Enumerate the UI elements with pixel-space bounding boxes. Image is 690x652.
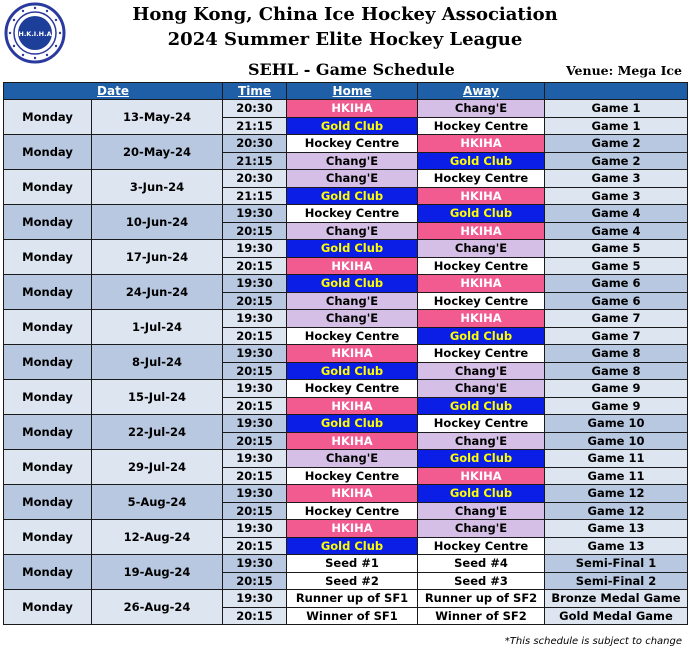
venue-label: Venue: Mega Ice	[566, 63, 682, 78]
away-team-cell: Hockey Centre	[418, 117, 545, 135]
game-label-cell: Game 12	[545, 485, 688, 503]
date-cell: 5-Aug-24	[92, 485, 223, 520]
away-team-cell: Gold Club	[418, 205, 545, 223]
away-team-cell: Seed #4	[418, 555, 545, 573]
home-team-cell: Chang'E	[287, 170, 418, 188]
day-cell: Monday	[4, 415, 92, 450]
day-cell: Monday	[4, 240, 92, 275]
time-cell: 19:30	[223, 415, 287, 433]
time-cell: 19:30	[223, 240, 287, 258]
game-label-cell: Game 9	[545, 380, 688, 398]
game-label-cell: Game 13	[545, 520, 688, 538]
day-cell: Monday	[4, 520, 92, 555]
time-cell: 21:15	[223, 187, 287, 205]
game-label-cell: Game 2	[545, 152, 688, 170]
league-title: 2024 Summer Elite Hockey League	[167, 29, 523, 50]
day-cell: Monday	[4, 450, 92, 485]
day-cell: Monday	[4, 555, 92, 590]
home-team-cell: HKIHA	[287, 520, 418, 538]
away-team-cell: Chang'E	[418, 380, 545, 398]
table-row	[4, 345, 688, 363]
time-cell: 19:30	[223, 275, 287, 293]
away-team-cell: Hockey Centre	[418, 257, 545, 275]
day-cell: Monday	[4, 485, 92, 520]
table-row	[4, 240, 688, 258]
time-cell: 20:15	[223, 397, 287, 415]
time-cell: 20:15	[223, 362, 287, 380]
time-cell: 20:15	[223, 222, 287, 240]
home-team-cell: HKIHA	[287, 432, 418, 450]
game-label-cell: Game 1	[545, 117, 688, 135]
home-team-cell: Hockey Centre	[287, 327, 418, 345]
col-header-time: Time	[223, 83, 287, 100]
game-label-cell: Game 4	[545, 205, 688, 223]
game-label-cell: Semi-Final 1	[545, 555, 688, 573]
game-label-cell: Game 9	[545, 397, 688, 415]
game-label-cell: Game 8	[545, 345, 688, 363]
day-cell: Monday	[4, 345, 92, 380]
col-header-away: Away	[418, 83, 545, 100]
time-cell: 21:15	[223, 117, 287, 135]
away-team-cell: HKIHA	[418, 467, 545, 485]
away-team-cell: Chang'E	[418, 502, 545, 520]
time-cell: 19:30	[223, 450, 287, 468]
game-label-cell: Game 6	[545, 292, 688, 310]
time-cell: 21:15	[223, 152, 287, 170]
away-team-cell: Hockey Centre	[418, 537, 545, 555]
home-team-cell: HKIHA	[287, 100, 418, 118]
away-team-cell: Chang'E	[418, 432, 545, 450]
game-label-cell: Game 6	[545, 275, 688, 293]
date-cell: 20-May-24	[92, 135, 223, 170]
game-label-cell: Game 12	[545, 502, 688, 520]
day-cell: Monday	[4, 590, 92, 625]
game-label-cell: Semi-Final 2	[545, 572, 688, 590]
time-cell: 20:30	[223, 170, 287, 188]
game-label-cell: Game 5	[545, 257, 688, 275]
table-row	[4, 380, 688, 398]
table-row	[4, 170, 688, 188]
home-team-cell: Gold Club	[287, 362, 418, 380]
time-cell: 19:30	[223, 345, 287, 363]
home-team-cell: Seed #1	[287, 555, 418, 573]
home-team-cell: Hockey Centre	[287, 502, 418, 520]
game-label-cell: Game 10	[545, 415, 688, 433]
date-cell: 12-Aug-24	[92, 520, 223, 555]
game-label-cell: Game 7	[545, 327, 688, 345]
away-team-cell: Gold Club	[418, 450, 545, 468]
home-team-cell: Winner of SF1	[287, 607, 418, 625]
footnote: *This schedule is subject to change	[504, 636, 682, 647]
game-label-cell: Game 7	[545, 310, 688, 328]
table-row	[4, 275, 688, 293]
home-team-cell: Chang'E	[287, 222, 418, 240]
table-row	[4, 450, 688, 468]
col-header-date: Date	[4, 83, 223, 100]
date-cell: 3-Jun-24	[92, 170, 223, 205]
away-team-cell: HKIHA	[418, 135, 545, 153]
home-team-cell: HKIHA	[287, 397, 418, 415]
game-label-cell: Game 3	[545, 170, 688, 188]
away-team-cell: Gold Club	[418, 152, 545, 170]
day-cell: Monday	[4, 380, 92, 415]
time-cell: 19:30	[223, 485, 287, 503]
game-label-cell: Game 4	[545, 222, 688, 240]
time-cell: 20:15	[223, 607, 287, 625]
home-team-cell: Gold Club	[287, 537, 418, 555]
away-team-cell: Gold Club	[418, 327, 545, 345]
date-cell: 26-Aug-24	[92, 590, 223, 625]
date-cell: 17-Jun-24	[92, 240, 223, 275]
game-label-cell: Gold Medal Game	[545, 607, 688, 625]
table-row	[4, 555, 688, 573]
home-team-cell: Runner up of SF1	[287, 590, 418, 608]
home-team-cell: HKIHA	[287, 345, 418, 363]
time-cell: 20:15	[223, 572, 287, 590]
date-cell: 13-May-24	[92, 100, 223, 135]
game-label-cell: Game 2	[545, 135, 688, 153]
date-cell: 1-Jul-24	[92, 310, 223, 345]
away-team-cell: Chang'E	[418, 240, 545, 258]
away-team-cell: HKIHA	[418, 222, 545, 240]
time-cell: 20:15	[223, 537, 287, 555]
away-team-cell: Chang'E	[418, 100, 545, 118]
away-team-cell: Runner up of SF2	[418, 590, 545, 608]
time-cell: 19:30	[223, 590, 287, 608]
day-cell: Monday	[4, 275, 92, 310]
page-title: Hong Kong, China Ice Hockey Association	[132, 4, 558, 25]
home-team-cell: Chang'E	[287, 310, 418, 328]
home-team-cell: Gold Club	[287, 240, 418, 258]
time-cell: 19:30	[223, 555, 287, 573]
date-cell: 24-Jun-24	[92, 275, 223, 310]
col-header-home: Home	[287, 83, 418, 100]
away-team-cell: Winner of SF2	[418, 607, 545, 625]
date-cell: 19-Aug-24	[92, 555, 223, 590]
home-team-cell: Seed #2	[287, 572, 418, 590]
home-team-cell: HKIHA	[287, 485, 418, 503]
game-label-cell: Game 13	[545, 537, 688, 555]
away-team-cell: Hockey Centre	[418, 345, 545, 363]
schedule-table	[3, 82, 688, 625]
table-header-row	[4, 83, 688, 100]
home-team-cell: Gold Club	[287, 415, 418, 433]
col-header-game	[545, 83, 688, 100]
home-team-cell: HKIHA	[287, 257, 418, 275]
game-label-cell: Bronze Medal Game	[545, 590, 688, 608]
game-label-cell: Game 8	[545, 362, 688, 380]
time-cell: 20:15	[223, 432, 287, 450]
game-label-cell: Game 11	[545, 450, 688, 468]
logo-text: H.K.I.H.A	[18, 30, 52, 38]
table-row	[4, 135, 688, 153]
day-cell: Monday	[4, 205, 92, 240]
home-team-cell: Chang'E	[287, 152, 418, 170]
game-label-cell: Game 1	[545, 100, 688, 118]
game-label-cell: Game 5	[545, 240, 688, 258]
time-cell: 20:15	[223, 327, 287, 345]
time-cell: 20:15	[223, 257, 287, 275]
home-team-cell: Gold Club	[287, 117, 418, 135]
date-cell: 29-Jul-24	[92, 450, 223, 485]
table-row	[4, 205, 688, 223]
game-label-cell: Game 3	[545, 187, 688, 205]
time-cell: 19:30	[223, 380, 287, 398]
game-label-cell: Game 10	[545, 432, 688, 450]
away-team-cell: HKIHA	[418, 275, 545, 293]
away-team-cell: Seed #3	[418, 572, 545, 590]
date-cell: 10-Jun-24	[92, 205, 223, 240]
home-team-cell: Chang'E	[287, 450, 418, 468]
time-cell: 20:30	[223, 135, 287, 153]
table-row	[4, 310, 688, 328]
table-row	[4, 485, 688, 503]
away-team-cell: Gold Club	[418, 397, 545, 415]
away-team-cell: Chang'E	[418, 362, 545, 380]
away-team-cell: Gold Club	[418, 485, 545, 503]
time-cell: 19:30	[223, 310, 287, 328]
game-label-cell: Game 11	[545, 467, 688, 485]
home-team-cell: Hockey Centre	[287, 135, 418, 153]
time-cell: 19:30	[223, 205, 287, 223]
time-cell: 19:30	[223, 520, 287, 538]
home-team-cell: Hockey Centre	[287, 467, 418, 485]
date-cell: 8-Jul-24	[92, 345, 223, 380]
table-row	[4, 100, 688, 118]
home-team-cell: Hockey Centre	[287, 380, 418, 398]
table-row	[4, 415, 688, 433]
away-team-cell: HKIHA	[418, 187, 545, 205]
home-team-cell: Gold Club	[287, 187, 418, 205]
day-cell: Monday	[4, 100, 92, 135]
table-row	[4, 590, 688, 608]
away-team-cell: Hockey Centre	[418, 292, 545, 310]
day-cell: Monday	[4, 310, 92, 345]
schedule-subtitle: SEHL - Game Schedule	[248, 60, 455, 79]
home-team-cell: Gold Club	[287, 275, 418, 293]
table-row	[4, 520, 688, 538]
home-team-cell: Chang'E	[287, 292, 418, 310]
away-team-cell: Hockey Centre	[418, 170, 545, 188]
day-cell: Monday	[4, 170, 92, 205]
time-cell: 20:30	[223, 100, 287, 118]
away-team-cell: Chang'E	[418, 520, 545, 538]
time-cell: 20:15	[223, 502, 287, 520]
time-cell: 20:15	[223, 292, 287, 310]
home-team-cell: Hockey Centre	[287, 205, 418, 223]
day-cell: Monday	[4, 135, 92, 170]
date-cell: 22-Jul-24	[92, 415, 223, 450]
away-team-cell: HKIHA	[418, 310, 545, 328]
date-cell: 15-Jul-24	[92, 380, 223, 415]
away-team-cell: Hockey Centre	[418, 415, 545, 433]
time-cell: 20:15	[223, 467, 287, 485]
